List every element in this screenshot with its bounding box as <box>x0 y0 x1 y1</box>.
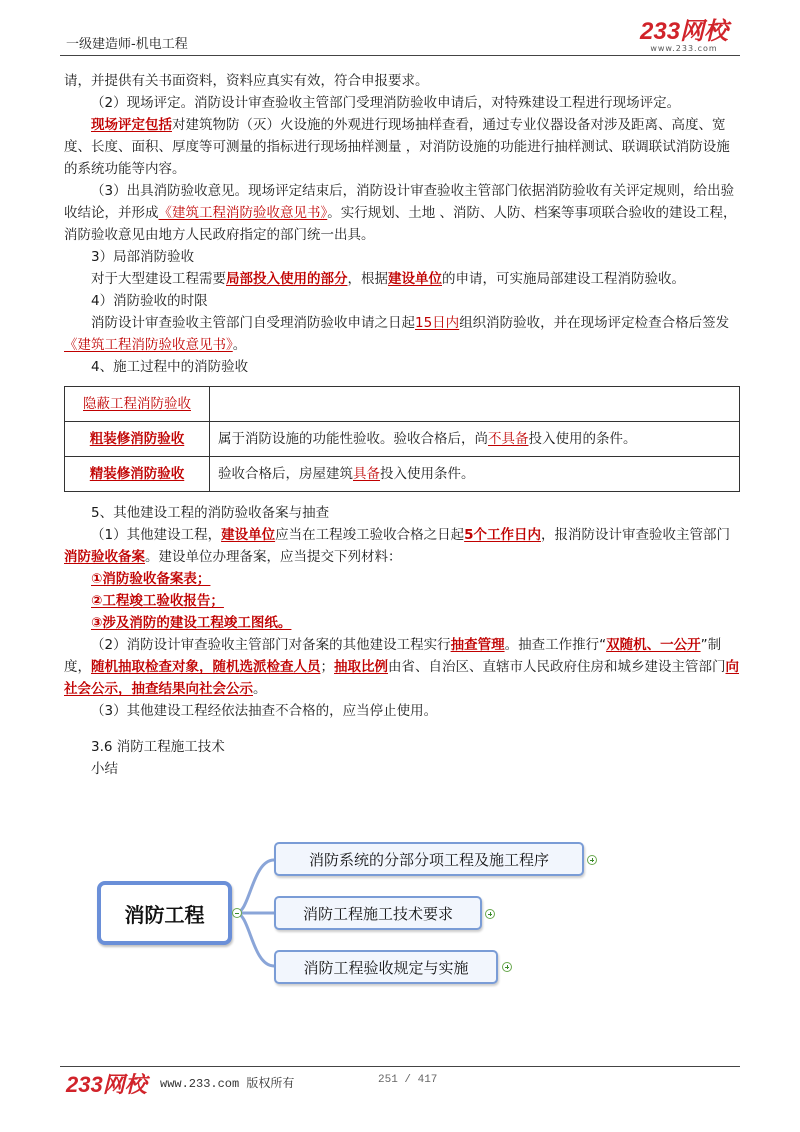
mindmap-root-node[interactable]: 消防工程 <box>97 881 232 945</box>
highlight: 《建筑工程消防验收意见书》 <box>158 205 328 221</box>
table-cell: 验收合格后，房屋建筑具备投入使用条件。 <box>210 457 740 492</box>
acceptance-table <box>64 386 740 492</box>
footer-divider <box>60 1066 740 1067</box>
paragraph: 现场评定包括对建筑物防（灭）火设施的外观进行现场抽样查看，通过专业仪器设备对涉及距离、高度、宽度、长度、面积、厚度等可测量的指标进行现场抽样测量 ，对消防设施的功能进行抽样测试、联调联试消防设施的系统功能等内容。 <box>64 117 730 177</box>
highlight: 消防验收备案 <box>64 549 145 565</box>
header-title: 一级建造师-机电工程 <box>66 37 188 52</box>
highlight: 双随机、一公开 <box>606 637 701 653</box>
mindmap-child-node[interactable]: 消防工程验收规定与实施 <box>274 950 498 984</box>
document-body <box>64 70 740 780</box>
logo-text: 233网校 <box>640 18 729 45</box>
brand-logo <box>640 20 728 54</box>
highlight: 随机抽取检查对象，随机选派检查人员 <box>91 659 321 675</box>
highlight: 15日内 <box>415 315 460 331</box>
logo-url: www.233.com <box>650 44 718 53</box>
highlight: 现场评定包括 <box>91 117 172 133</box>
list-item: ③涉及消防的建设工程竣工图纸。 <box>91 615 292 631</box>
table-row <box>65 387 740 422</box>
summary-label: 小结 <box>91 761 118 777</box>
table-cell: 精装修消防验收 <box>65 457 210 492</box>
header-divider <box>60 55 740 56</box>
highlight: 5个工作日内 <box>464 527 541 543</box>
highlight: 《建筑工程消防验收意见书》 <box>64 337 233 353</box>
table-cell: 属于消防设施的功能性验收。验收合格后，尚不具备投入使用的条件。 <box>210 422 740 457</box>
footer-logo: 233网校 <box>66 1072 147 1097</box>
paragraph: （1）其他建设工程，建设单位应当在工程竣工验收合格之日起5个工作日内，报消防设计审查验收主管部门消防验收备案。建设单位办理备案，应当提交下列材料： <box>64 527 730 565</box>
paragraph: （3）其他建设工程经依法抽查不合格的，应当停止使用。 <box>91 703 438 719</box>
paragraph: 消防设计审查验收主管部门自受理消防验收申请之日起15日内组织消防验收，并在现场评定检查合格后签发《建筑工程消防验收意见书》。 <box>64 315 730 353</box>
subheading: 3）局部消防验收 <box>91 249 195 265</box>
paragraph: 对于大型建设工程需要局部投入使用的部分，根据建设单位的申请，可实施局部建设工程消防验收。 <box>91 271 685 287</box>
list-item: ②工程竣工验收报告； <box>91 593 224 609</box>
expand-icon[interactable] <box>587 855 597 865</box>
mindmap-child-node[interactable]: 消防系统的分部分项工程及施工程序 <box>274 842 584 876</box>
expand-icon[interactable] <box>502 962 512 972</box>
list-item: ①消防验收备案表； <box>91 571 211 587</box>
footer-copyright: www.233.com 版权所有 <box>160 1076 295 1091</box>
table-cell: 隐蔽工程消防验收 <box>65 387 210 422</box>
section-title: 3.6 消防工程施工技术 <box>91 739 225 755</box>
highlight: 向社会公示，抽查结果向社会公示 <box>64 659 739 697</box>
highlight: 抽取比例 <box>334 659 388 675</box>
page-number: 251 / 417 <box>378 1074 438 1086</box>
highlight: 局部投入使用的部分 <box>226 271 348 287</box>
paragraph: （2）消防设计审查验收主管部门对备案的其他建设工程实行抽查管理。抽查工作推行“双随机、一公开”制度，随机抽取检查对象，随机选派检查人员；抽取比例由省、自治区、直辖市人民政府住房和城乡建设主管部门向社会公示，抽查结果向社会公示。 <box>64 637 739 697</box>
table-cell <box>210 387 740 422</box>
subheading: 4）消防验收的时限 <box>91 293 208 309</box>
mindmap-child-node[interactable]: 消防工程施工技术要求 <box>274 896 482 930</box>
paragraph: （2）现场评定。消防设计审查验收主管部门受理消防验收申请后，对特殊建设工程进行现场评定。 <box>91 95 681 111</box>
section-heading: 4、施工过程中的消防验收 <box>91 359 249 375</box>
paragraph: 请，并提供有关书面资料，资料应真实有效，符合申报要求。 <box>64 73 429 89</box>
highlight: 抽查管理 <box>450 637 505 653</box>
expand-icon[interactable] <box>485 909 495 919</box>
table-row <box>65 422 740 457</box>
collapse-icon[interactable] <box>232 908 242 918</box>
highlight: 建设单位 <box>388 271 442 287</box>
table-row <box>65 457 740 492</box>
paragraph: （3）出具消防验收意见。现场评定结束后，消防设计审查验收主管部门依据消防验收有关评定规则，给出验收结论，并形成《建筑工程消防验收意见书》。实行规划、土地 、消防、人防、档案等事项联合验收的建设工程，消防验收意见由地方人民政府指定的部门统一出具。 <box>64 183 737 243</box>
section-heading: 5、其他建设工程的消防验收备案与抽查 <box>91 505 330 521</box>
table-cell: 粗装修消防验收 <box>65 422 210 457</box>
highlight: 建设单位 <box>221 527 276 543</box>
